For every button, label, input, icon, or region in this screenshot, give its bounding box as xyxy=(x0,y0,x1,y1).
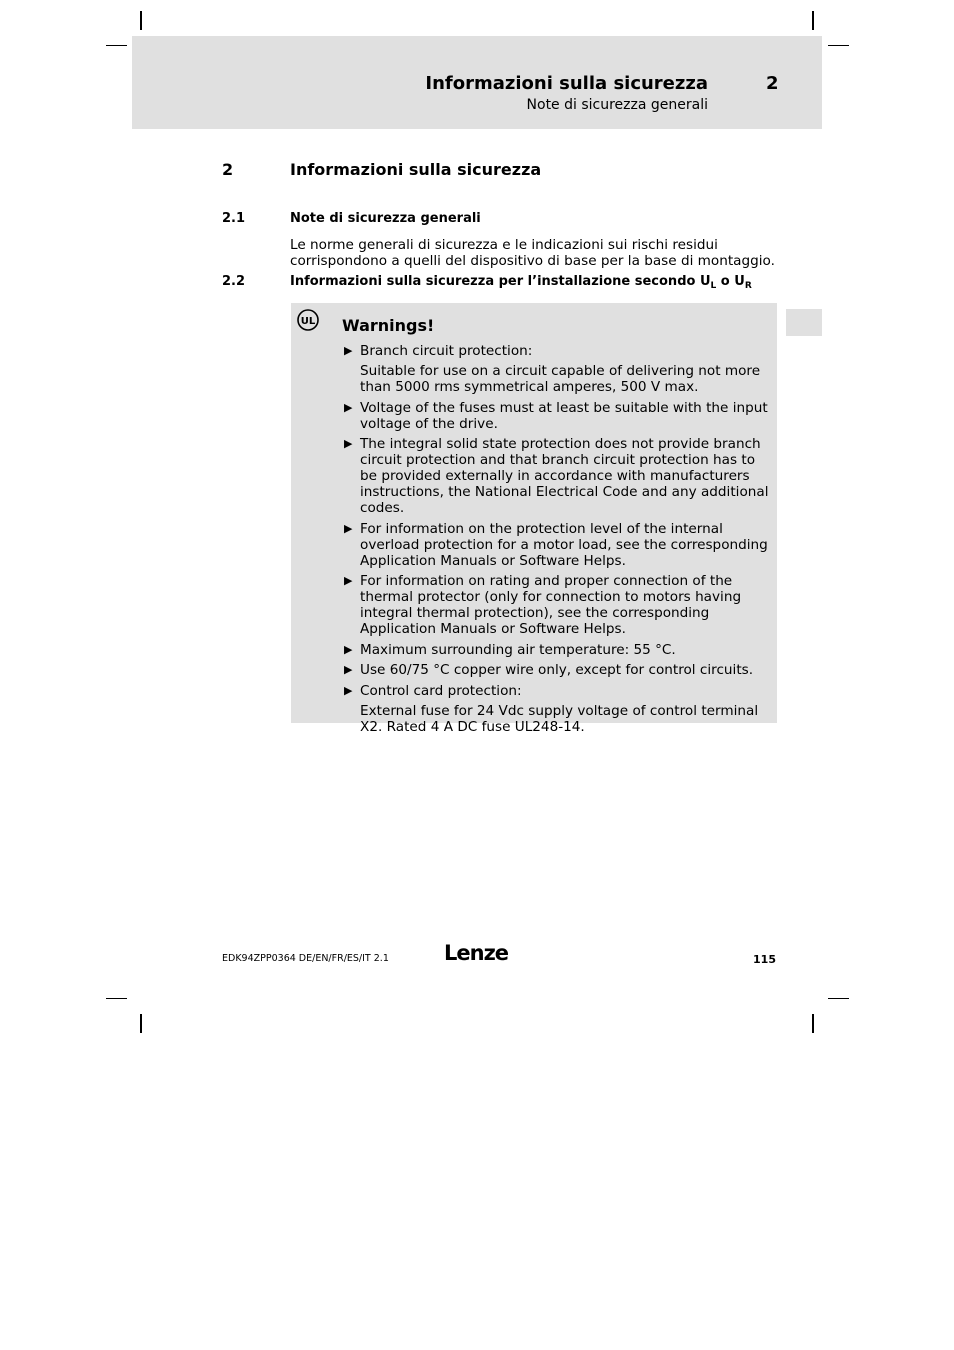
crop-mark xyxy=(106,998,127,999)
crop-mark xyxy=(140,11,142,30)
subsection-number: 2.2 xyxy=(222,274,246,289)
crop-mark xyxy=(140,1014,142,1033)
crop-mark xyxy=(812,11,814,30)
bullet-triangle-icon: ▶ xyxy=(344,683,353,697)
list-item xyxy=(344,573,774,637)
lenze-logo: Lenze xyxy=(444,941,509,965)
bullet-triangle-icon: ▶ xyxy=(344,642,353,656)
list-item xyxy=(344,642,774,658)
list-item-text: For information on rating and proper connection of the thermal protector (only for connection to motors having integral thermal protection), see the corresponding Application Manuals or Software Helps. xyxy=(360,573,742,637)
list-item-text: Maximum surrounding air temperature: 55 °C. xyxy=(360,641,676,658)
list-item-text: The integral solid state protection does not provide branch circuit protection and that branch circuit protection has to be provided externally in accordance with manufacturers instructions, the National Electrical Code and any additional codes. xyxy=(360,436,769,516)
footer-doc-code: EDK94ZPP0364 DE/EN/FR/ES/IT 2.1 xyxy=(222,953,389,964)
header-chapter-number: 2 xyxy=(766,73,779,94)
bullet-triangle-icon: ▶ xyxy=(344,400,353,414)
header-subtitle: Note di sicurezza generali xyxy=(526,97,708,113)
list-item xyxy=(344,343,774,395)
chapter-side-tab xyxy=(786,309,822,336)
list-item xyxy=(344,662,774,678)
subscript-l: L xyxy=(710,281,717,291)
subscript-r: R xyxy=(744,281,752,291)
ul-mark-text: UL xyxy=(300,316,316,327)
section-number: 2 xyxy=(222,160,234,179)
list-item-text: Control card protection: xyxy=(360,682,522,699)
crop-mark xyxy=(812,1014,814,1033)
warnings-title: Warnings! xyxy=(342,316,435,335)
section-title: Informazioni sulla sicurezza xyxy=(290,160,542,179)
list-item-text: For information on the protection level of the internal overload protection for a motor load, see the corresponding Application Manuals or Software Helps. xyxy=(360,520,768,569)
header-title: Informazioni sulla sicurezza xyxy=(425,73,708,94)
subsection-title-mid: o U xyxy=(716,274,745,289)
list-item-text: Voltage of the fuses must at least be suitable with the input voltage of the drive. xyxy=(360,399,768,432)
warnings-list xyxy=(344,343,774,739)
subsection-title-prefix: Informazioni sulla sicurezza per l’installazione secondo U xyxy=(290,274,711,289)
subsection-title: Note di sicurezza generali xyxy=(290,211,481,226)
bullet-triangle-icon: ▶ xyxy=(344,437,353,450)
list-item xyxy=(344,683,774,735)
crop-mark xyxy=(106,45,127,46)
list-item xyxy=(344,400,774,432)
intro-paragraph: Le norme generali di sicurezza e le indicazioni sui rischi residui corrispondono a quelli del dispositivo di base per la base di montaggio. xyxy=(290,237,775,269)
bullet-triangle-icon: ▶ xyxy=(344,574,353,587)
crop-mark xyxy=(828,998,849,999)
list-item-text: Branch circuit protection: xyxy=(360,343,533,359)
ul-mark-icon xyxy=(297,309,319,331)
list-item-text: Use 60/75 °C copper wire only, except for control circuits. xyxy=(360,662,754,678)
crop-mark xyxy=(828,45,849,46)
subsection-title xyxy=(290,274,752,291)
list-item xyxy=(344,436,774,516)
bullet-triangle-icon: ▶ xyxy=(344,344,353,357)
bullet-triangle-icon: ▶ xyxy=(344,521,353,535)
page-number: 115 xyxy=(753,953,776,966)
subsection-number: 2.1 xyxy=(222,211,246,226)
list-item-detail: Suitable for use on a circuit capable of delivering not more than 5000 rms symmetrical amperes, 500 V max. xyxy=(360,363,761,395)
bullet-triangle-icon: ▶ xyxy=(344,663,353,676)
list-item xyxy=(344,521,774,569)
list-item-detail: External fuse for 24 Vdc supply voltage of control terminal X2. Rated 4 A DC fuse UL248-14. xyxy=(360,702,759,735)
